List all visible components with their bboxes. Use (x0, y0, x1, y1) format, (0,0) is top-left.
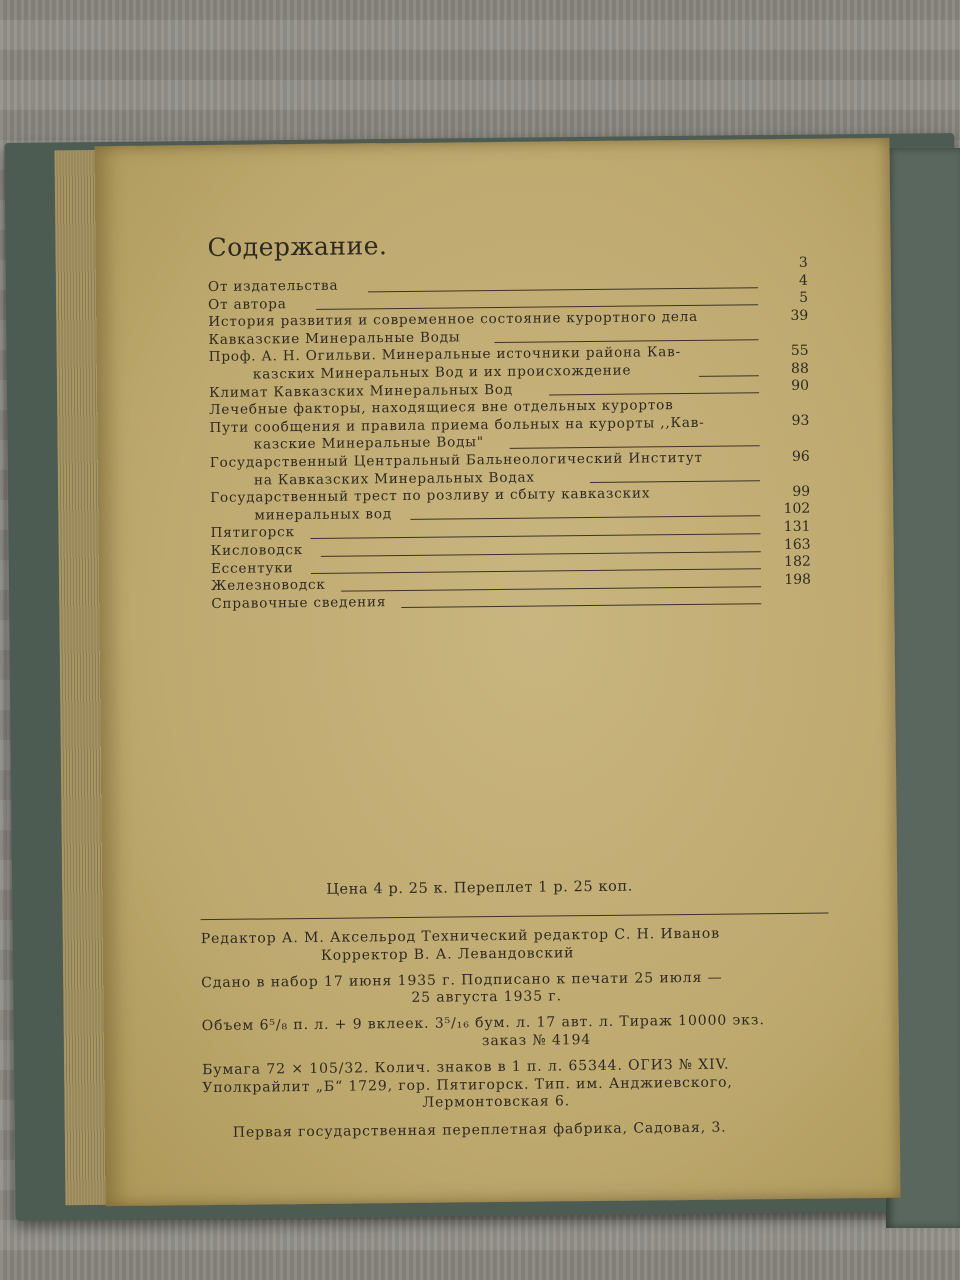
toc-entry: на Кавказских Минеральных Водах (210, 467, 770, 490)
toc-entry: Пути сообщения и правила приема больных на курорты ,,Кав- (209, 414, 705, 436)
toc-page-number: 39 (790, 307, 809, 324)
imprint-order: заказ № 4194 (481, 1032, 592, 1050)
toc-page-number (769, 431, 809, 449)
imprint-bindery: Первая государственная переплетная фабрика, Садовая, 3. (232, 1119, 727, 1141)
imprint-paper: Бумага 72 × 105/32. Колич. знаков в 1 п. л. 65344. ОГИЗ № XIV. (202, 1056, 730, 1078)
toc-entry: казских Минеральных Вод и их происхождение (209, 361, 769, 384)
toc-entry: минеральных вод (210, 502, 770, 525)
toc-page-number: 3 (798, 254, 808, 271)
toc-page-number: 4 (798, 272, 808, 289)
toc-page-number: 96 (791, 448, 810, 465)
toc-page-number (768, 325, 808, 343)
toc-page-number: 102 (783, 501, 811, 518)
toc-entry: Справочные сведения (211, 590, 771, 613)
imprint-address: Лермонтовская 6. (422, 1093, 571, 1112)
toc-entry: Государственный Центральный Бальнеологический Институт (209, 449, 703, 471)
imprint-dates: Сдано в набор 17 июня 1935 г. Подписано к печати 25 июля — (201, 969, 723, 991)
toc-entry: Климат Кавказских Минеральных Вод (209, 379, 769, 402)
toc-page-number (769, 395, 809, 413)
price-line: Цена 4 р. 25 к. Переплет 1 р. 25 коп. (326, 878, 633, 898)
toc-entry: Кисловодск (211, 537, 771, 560)
table-of-contents (208, 273, 771, 613)
toc-entry: Лечебные факторы, находящиеся вне отдельных курортов (209, 397, 674, 419)
imprint-corrector: Корректор В. А. Левандовский (320, 945, 575, 964)
toc-entry: казские Минеральные Воды" (210, 431, 770, 454)
book-page (94, 138, 900, 1206)
toc-page-number: 198 (784, 571, 812, 588)
toc-page-number: 163 (783, 536, 811, 553)
toc-page-number: 90 (791, 377, 810, 395)
toc-page-number: 55 (790, 342, 809, 359)
toc-page-number: 88 (790, 360, 809, 377)
toc-entry: Пятигорск (210, 519, 770, 542)
toc-page-number: 93 (791, 413, 810, 430)
toc-page-number: 99 (792, 483, 811, 500)
imprint-dates-cont: 25 августа 1935 г. (411, 988, 563, 1007)
toc-entry: Кавказские Минеральные Воды (208, 326, 768, 349)
toc-entry: История развития и современное состояние курортного дела (208, 309, 699, 331)
imprint-block (201, 924, 843, 1143)
toc-entry: Государственный трест по розливу и сбыту кавказских (210, 485, 651, 507)
toc-page-number: 131 (783, 518, 811, 535)
toc-entry: Железноводск (211, 572, 771, 595)
toc-page-number: 182 (784, 553, 811, 571)
toc-page-number (770, 466, 810, 484)
imprint-editors: Редактор А. М. Аксельрод Технический редактор С. Н. Иванов (200, 925, 721, 948)
imprint-printer: Уполкрайлит „Б“ 1729, гор. Пятигорск. Тип. им. Анджиевского, (202, 1074, 733, 1096)
toc-entry: От автора (208, 291, 768, 314)
imprint-volume: Объем 6⁵/₈ п. л. + 9 вклеек. 3⁵/₁₆ бум. л. 17 авт. л. Тираж 10000 экз. (201, 1012, 765, 1035)
toc-page-number: 5 (799, 289, 809, 307)
toc-entry: Ессентуки (211, 555, 771, 578)
toc-title: Содержание. (207, 231, 388, 263)
imprint-divider (201, 913, 829, 921)
toc-page-numbers (768, 255, 811, 590)
toc-entry: От издательства (208, 273, 768, 296)
toc-entry: Проф. А. Н. Огильви. Минеральные источники района Кав- (208, 344, 682, 366)
